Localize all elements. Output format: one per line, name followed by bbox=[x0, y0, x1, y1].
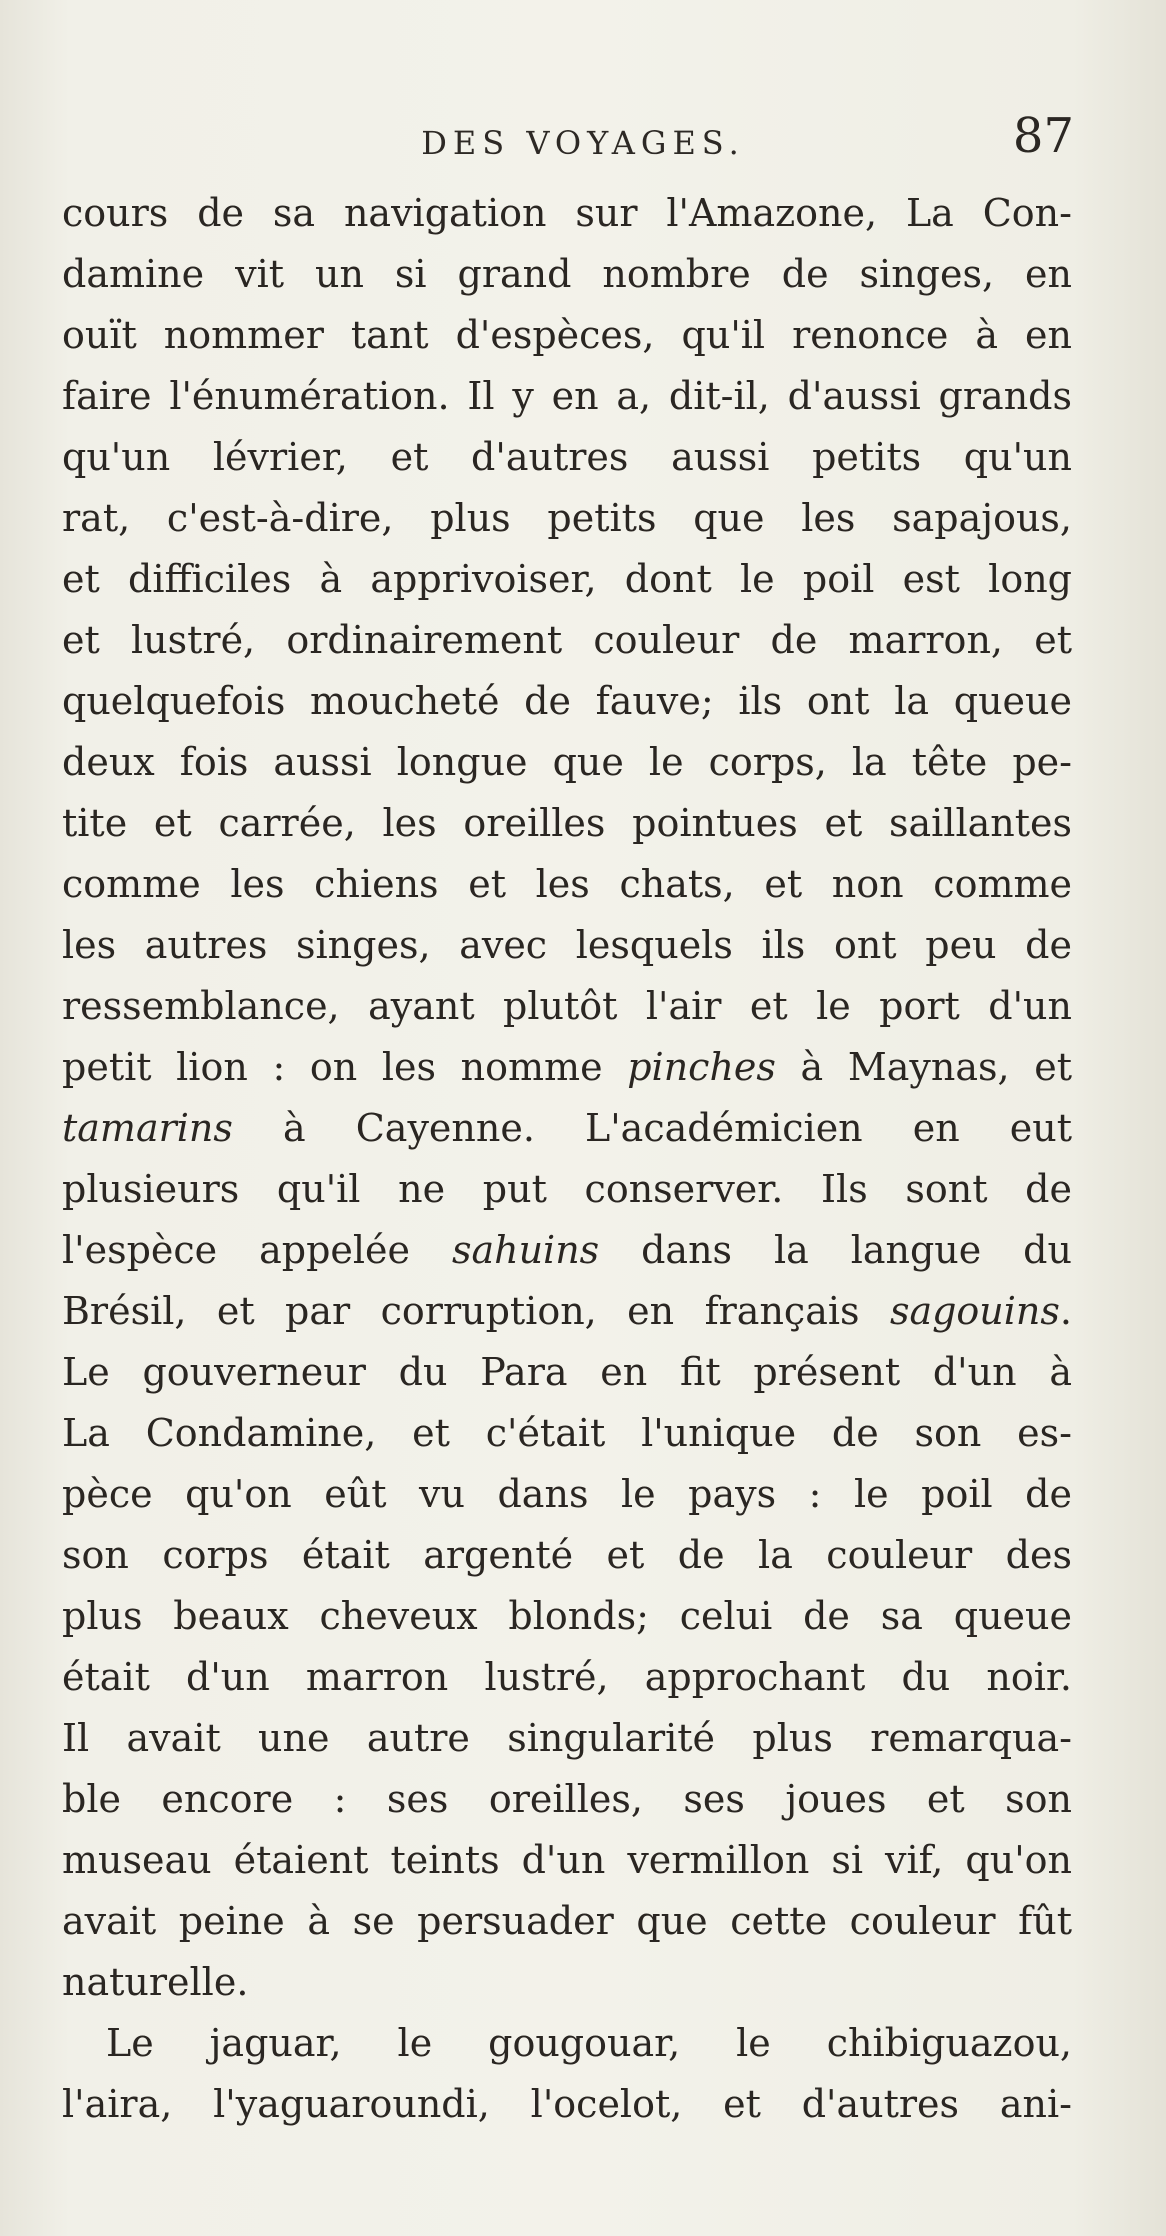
text-line: tite et carrée, les oreilles pointues et saillantes bbox=[62, 801, 1072, 845]
text-line: damine vit un si grand nombre de singes, en bbox=[62, 252, 1072, 296]
text-line: son corps était argenté et de la couleur des bbox=[62, 1533, 1072, 1577]
text-line: naturelle. bbox=[62, 1960, 249, 2004]
text-line: les autres singes, avec lesquels ils ont peu de bbox=[62, 923, 1072, 967]
body-text bbox=[62, 183, 1072, 2135]
text-line: Brésil, et par corruption, en français sagouins. bbox=[62, 1289, 1072, 1333]
text-line: Le gouverneur du Para en fit présent d'un à bbox=[62, 1350, 1072, 1394]
text-line: plusieurs qu'il ne put conserver. Ils sont de bbox=[62, 1167, 1072, 1211]
text-line: Le jaguar, le gougouar, le chibiguazou, bbox=[106, 2021, 1072, 2065]
text-line: était d'un marron lustré, approchant du noir. bbox=[62, 1655, 1072, 1699]
text-line: avait peine à se persuader que cette couleur fût bbox=[62, 1899, 1072, 1943]
text-line: rat, c'est-à-dire, plus petits que les sapajous, bbox=[62, 496, 1072, 540]
page-header bbox=[0, 108, 1166, 178]
text-line: ble encore : ses oreilles, ses joues et son bbox=[62, 1777, 1072, 1821]
text-line: qu'un lévrier, et d'autres aussi petits qu'un bbox=[62, 435, 1072, 479]
text-line: tamarins à Cayenne. L'académicien en eut bbox=[62, 1106, 1072, 1150]
text-line: l'aira, l'yaguaroundi, l'ocelot, et d'autres ani- bbox=[62, 2082, 1072, 2126]
text-line: et lustré, ordinairement couleur de marron, et bbox=[62, 618, 1072, 662]
page-number: 87 bbox=[1012, 108, 1074, 164]
running-head: DES VOYAGES. bbox=[421, 124, 745, 162]
text-line: comme les chiens et les chats, et non comme bbox=[62, 862, 1072, 906]
text-line: plus beaux cheveux blonds; celui de sa queue bbox=[62, 1594, 1072, 1638]
italic-term: sahuins bbox=[451, 1228, 600, 1272]
italic-term: tamarins bbox=[62, 1106, 233, 1150]
text-line: petit lion : on les nomme pinches à Maynas, et bbox=[62, 1045, 1072, 1089]
text-line: Il avait une autre singularité plus remarqua- bbox=[62, 1716, 1072, 1760]
italic-term: pinches bbox=[627, 1045, 776, 1089]
text-line: pèce qu'on eût vu dans le pays : le poil de bbox=[62, 1472, 1072, 1516]
text-line: ressemblance, ayant plutôt l'air et le port d'un bbox=[62, 984, 1072, 1028]
text-line: deux fois aussi longue que le corps, la tête pe- bbox=[62, 740, 1072, 784]
text-line: ouït nommer tant d'espèces, qu'il renonce à en bbox=[62, 313, 1072, 357]
text-line: l'espèce appelée sahuins dans la langue du bbox=[62, 1228, 1072, 1272]
text-line: cours de sa navigation sur l'Amazone, La Con- bbox=[62, 191, 1072, 235]
text-line: faire l'énumération. Il y en a, dit-il, d'aussi grands bbox=[62, 374, 1072, 418]
text-line: quelquefois moucheté de fauve; ils ont la queue bbox=[62, 679, 1072, 723]
italic-term: sagouins bbox=[889, 1289, 1060, 1333]
text-line: museau étaient teints d'un vermillon si vif, qu'on bbox=[62, 1838, 1072, 1882]
text-line: La Condamine, et c'était l'unique de son es- bbox=[62, 1411, 1072, 1455]
text-line: et difficiles à apprivoiser, dont le poil est long bbox=[62, 557, 1072, 601]
